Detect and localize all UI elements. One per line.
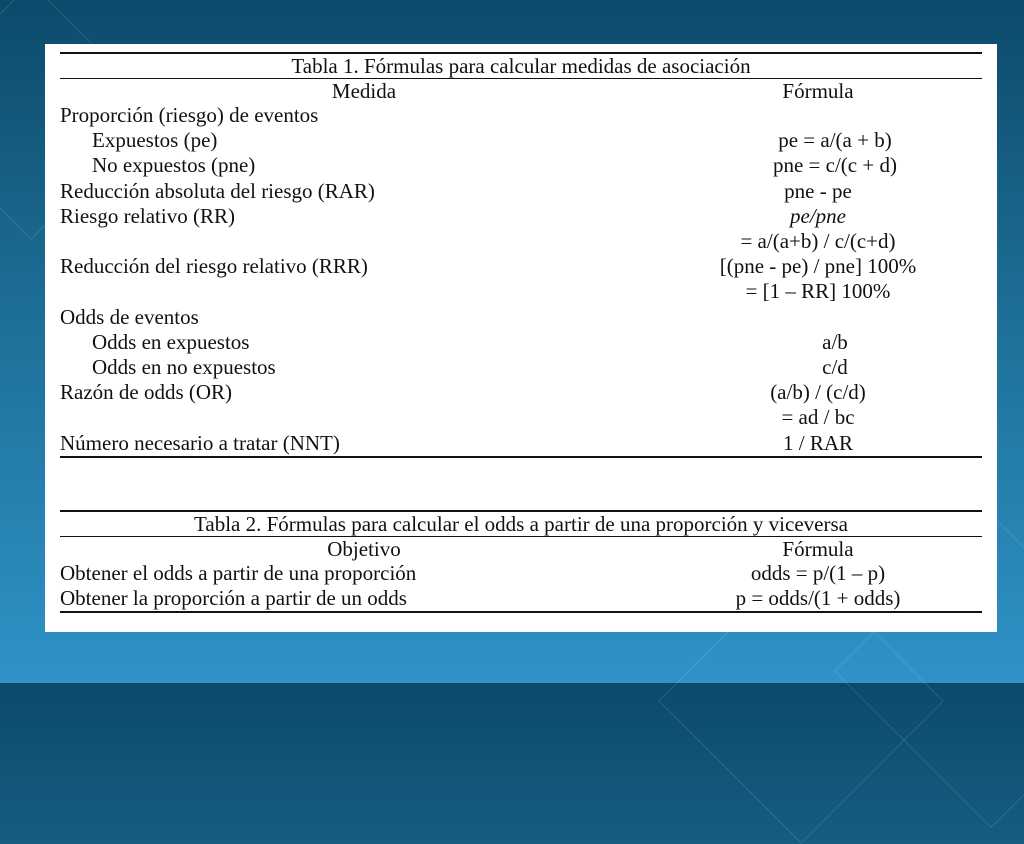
table-1: [60, 52, 982, 458]
formula-cell: pe = a/(a + b): [778, 128, 892, 153]
measure-cell: Proporción (riesgo) de eventos: [60, 103, 319, 127]
table-1-header: [60, 79, 982, 103]
measure-cell: Número necesario a tratar (NNT): [60, 430, 340, 455]
measure-cell: [60, 279, 668, 304]
header-formula: Fórmula: [782, 537, 854, 561]
formula-cell: [668, 103, 968, 128]
table-bottom-rule: [60, 456, 982, 458]
table-2: [60, 510, 982, 613]
measure-cell: Expuestos (pe): [92, 128, 218, 153]
measure-cell: [60, 405, 668, 430]
formula-cell: [(pne - pe) / pne] 100%: [719, 254, 917, 279]
table-row: [60, 254, 982, 279]
formula-cell: pne = c/(c + d): [772, 153, 897, 178]
formula-cell: = ad / bc: [781, 405, 855, 430]
formula-cell: = [1 – RR] 100%: [745, 279, 891, 304]
table-row: [60, 204, 982, 229]
formula-cell: = a/(a+b) / c/(c+d): [740, 229, 896, 254]
table-row: [60, 561, 982, 586]
header-measure: Medida: [331, 79, 397, 103]
formula-cell: pe/pne: [790, 203, 846, 228]
formula-cell: [668, 305, 968, 330]
table-bottom-rule: [60, 611, 982, 613]
formula-cell: 1 / RAR: [782, 430, 853, 455]
header-objective: Objetivo: [327, 537, 401, 561]
formula-cell: a/b: [822, 329, 848, 354]
measure-cell: Razón de odds (OR): [60, 380, 233, 405]
table-row: [60, 586, 982, 611]
objective-cell: Obtener la proporción a partir de un odds: [60, 586, 407, 611]
table-row: [60, 305, 982, 330]
table-2-title: Tabla 2. Fórmulas para calcular el odds a partir de una proporción y viceversa: [194, 512, 848, 536]
table-row: [60, 179, 982, 204]
table-row: [60, 103, 982, 128]
table-row: [60, 355, 982, 380]
measure-cell: No expuestos (pne): [92, 153, 256, 178]
table-row: [60, 153, 982, 178]
slide-content: [45, 44, 997, 632]
objective-cell: Obtener el odds a partir de una proporción: [60, 561, 417, 585]
header-formula: Fórmula: [782, 79, 854, 103]
table-1-title: Tabla 1. Fórmulas para calcular medidas de asociación: [291, 54, 751, 78]
table-row: [60, 279, 982, 304]
measure-cell: Reducción del riesgo relativo (RRR): [60, 254, 368, 279]
measure-cell: Reducción absoluta del riesgo (RAR): [60, 178, 375, 203]
table-row: [60, 431, 982, 456]
measure-cell: [60, 229, 668, 254]
table-row: [60, 128, 982, 153]
table-row: [60, 229, 982, 254]
formula-cell: p = odds/(1 + odds): [735, 586, 901, 611]
measure-cell: Odds de eventos: [60, 304, 199, 329]
measure-cell: Riesgo relativo (RR): [60, 203, 235, 228]
table-2-header: [60, 537, 982, 561]
formula-cell: pne - pe: [784, 178, 852, 203]
measure-cell: Odds en no expuestos: [92, 355, 276, 380]
measure-cell: Odds en expuestos: [92, 329, 250, 354]
formula-cell: odds = p/(1 – p): [750, 561, 886, 585]
table-row: [60, 405, 982, 430]
formula-cell: c/d: [822, 355, 848, 380]
formula-cell: (a/b) / (c/d): [770, 380, 866, 405]
table-row: [60, 380, 982, 405]
table-row: [60, 330, 982, 355]
